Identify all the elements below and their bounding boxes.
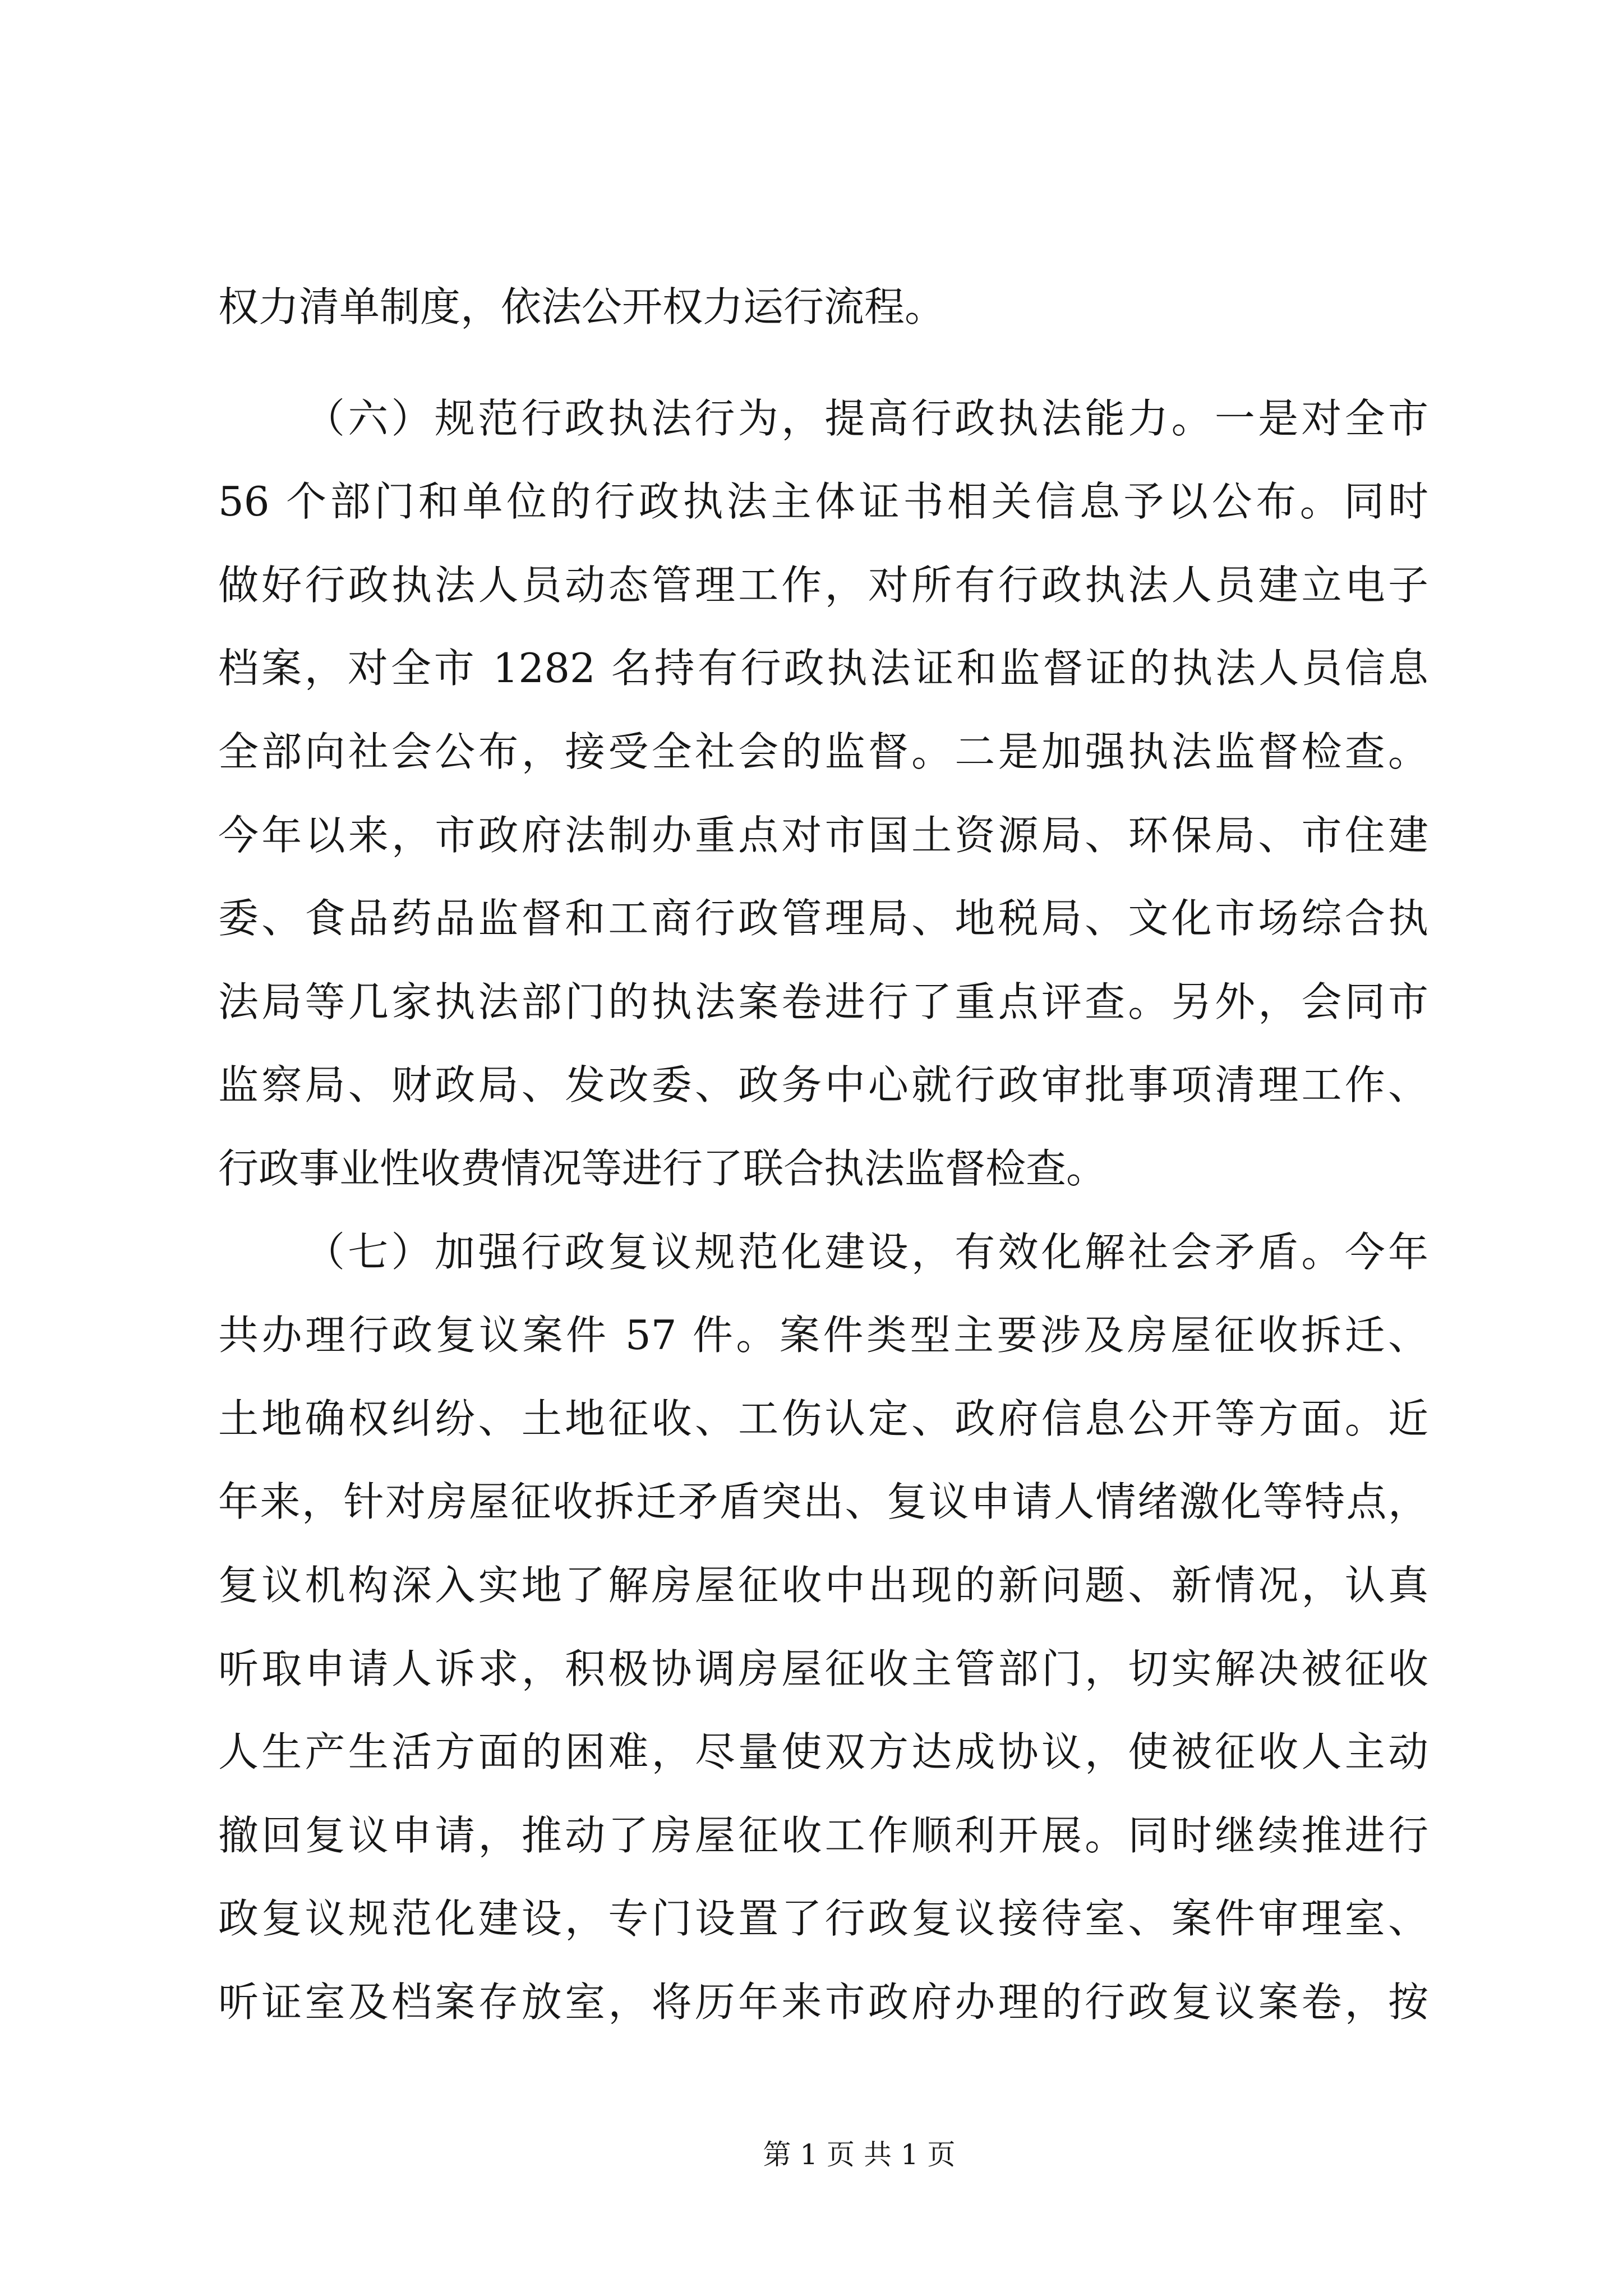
text-line: 听取申请人诉求，积极协调房屋征收主管部门，切实解决被征收 bbox=[218, 1645, 1428, 1692]
text-line: 年来，针对房屋征收拆迁矛盾突出、复议申请人情绪激化等特点， bbox=[218, 1478, 1428, 1526]
paragraph-power-list bbox=[218, 265, 1428, 349]
text-line: 委、食品药品监督和工商行政管理局、地税局、文化市场综合执 bbox=[218, 895, 1428, 942]
text-line: 监察局、财政局、发改委、政务中心就行政审批事项清理工作、 bbox=[218, 1061, 1428, 1109]
text-line: 法局等几家执法部门的执法案卷进行了重点评查。另外，会同市 bbox=[218, 978, 1428, 1025]
text-line: （六）规范行政执法行为，提高行政执法能力。一是对全市 bbox=[305, 394, 1428, 442]
document-body bbox=[218, 265, 1428, 2044]
text-line: 56 个部门和单位的行政执法主体证书相关信息予以公布。同时 bbox=[218, 478, 1428, 526]
text-line: 土地确权纠纷、土地征收、工伤认定、政府信息公开等方面。近 bbox=[218, 1395, 1428, 1442]
text-line: （七）加强行政复议规范化建设，有效化解社会矛盾。今年 bbox=[305, 1228, 1428, 1276]
paragraph-section-seven bbox=[218, 1211, 1428, 2044]
text-line: 撤回复议申请，推动了房屋征收工作顺利开展。同时继续推进行 bbox=[218, 1811, 1428, 1859]
text-line: 政复议规范化建设，专门设置了行政复议接待室、案件审理室、 bbox=[218, 1895, 1428, 1943]
text-line: 听证室及档案存放室，将历年来市政府办理的行政复议案卷，按 bbox=[218, 1978, 1428, 2026]
text-line: 人生产生活方面的困难，尽量使双方达成协议，使被征收人主动 bbox=[218, 1728, 1428, 1776]
text-line: 行政事业性收费情况等进行了联合执法监督检查。 bbox=[218, 1144, 1107, 1192]
text-line: 档案，对全市 1282 名持有行政执法证和监督证的执法人员信息 bbox=[218, 645, 1428, 692]
text-line: 权力清单制度，依法公开权力运行流程。 bbox=[218, 283, 946, 330]
page-number-footer: 第 1 页 共 1 页 bbox=[763, 2138, 956, 2171]
text-line: 共办理行政复议案件 57 件。案件类型主要涉及房屋征收拆迁、 bbox=[218, 1312, 1428, 1359]
paragraph-section-six bbox=[218, 377, 1428, 1211]
text-line: 全部向社会公布，接受全社会的监督。二是加强执法监督检查。 bbox=[218, 728, 1428, 775]
text-line: 做好行政执法人员动态管理工作，对所有行政执法人员建立电子 bbox=[218, 561, 1428, 609]
text-line: 复议机构深入实地了解房屋征收中出现的新问题、新情况，认真 bbox=[218, 1561, 1428, 1609]
text-line: 今年以来，市政府法制办重点对市国土资源局、环保局、市住建 bbox=[218, 811, 1428, 859]
